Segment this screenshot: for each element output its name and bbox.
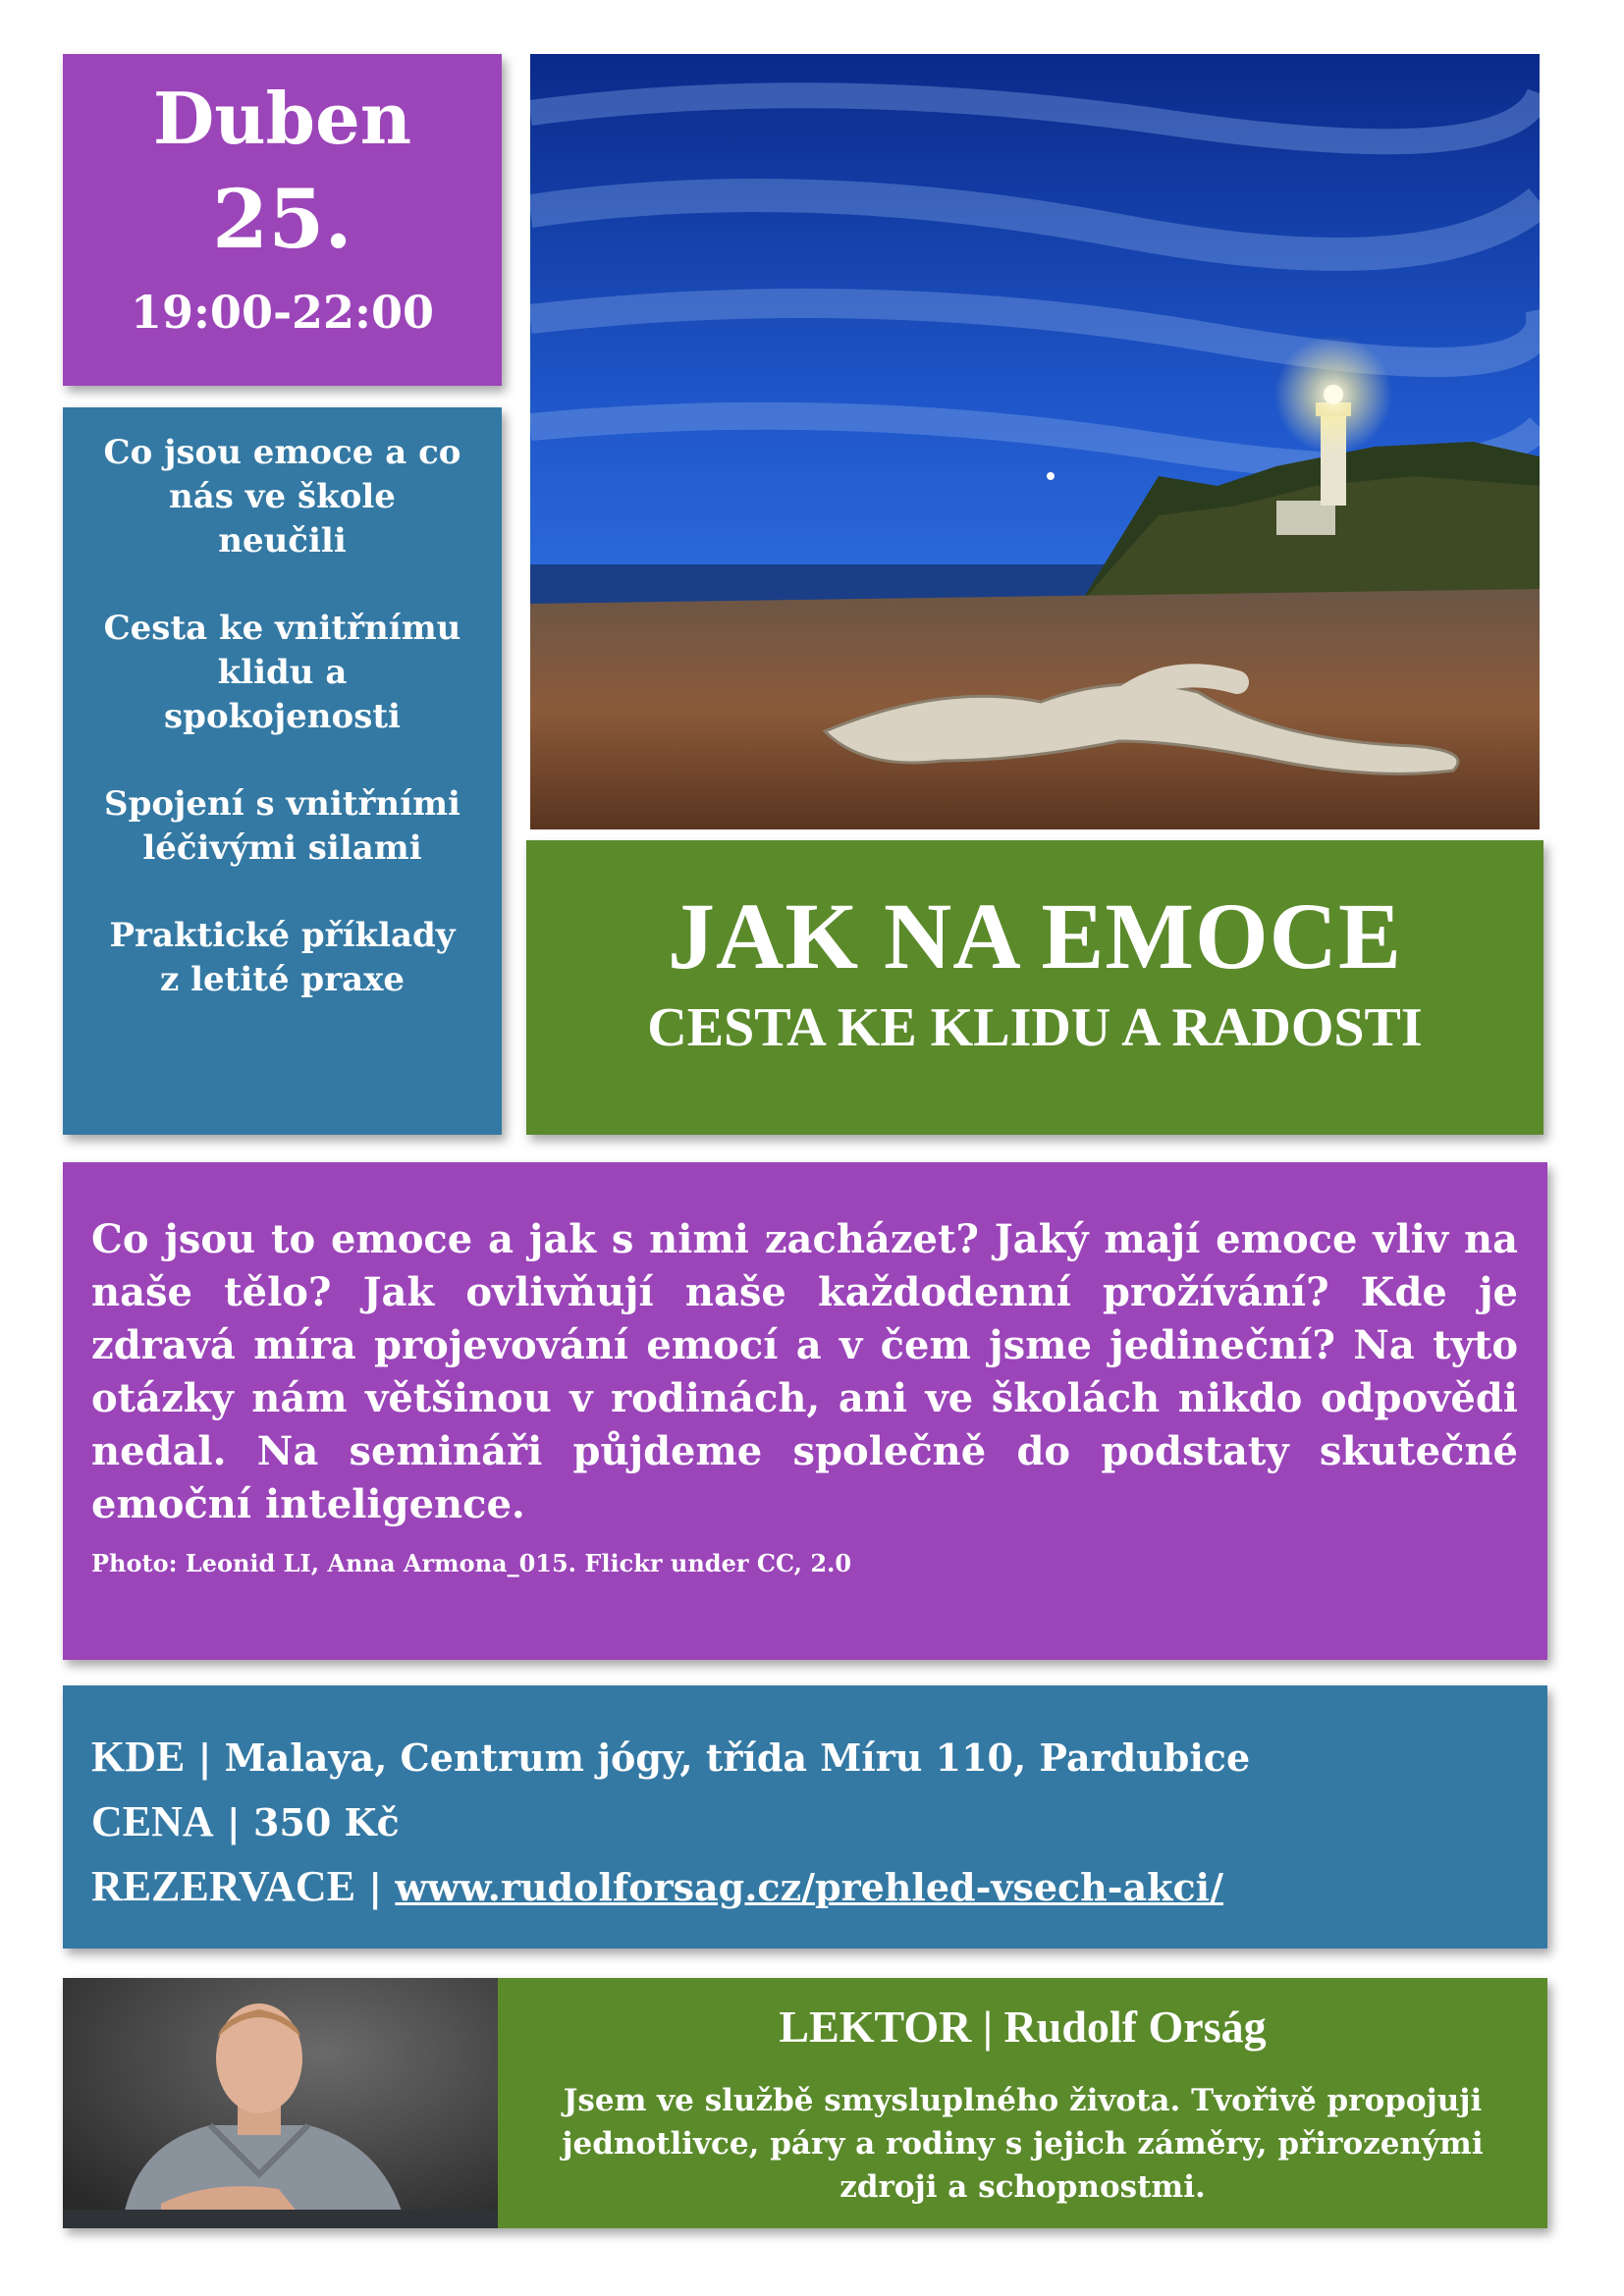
- topic-item: Spojení s vnitřními léčivými silami: [104, 784, 460, 868]
- price-value: 350 Kč: [252, 1800, 400, 1844]
- location-label: KDE: [91, 1733, 186, 1781]
- info-price: [91, 1789, 1518, 1854]
- description-box: [63, 1162, 1547, 1660]
- price-label: CENA: [91, 1797, 214, 1845]
- description-text: Co jsou to emoce a jak s nimi zacházet? Jaký mají emoce vliv na naše tělo? Jak ovlivňují naše každodenní prožívání? Kde je zdravá míra projevování emocí a v čem jsme jedineční? Na tyto otázky nám většinou v rodinách, ani ve školách nikdo odpovědi nedal. Na semináři půjdeme společně do podstaty skutečné emoční inteligence.: [91, 1216, 1518, 1527]
- topic-item: Co jsou emoce a co nás ve škole neučili: [103, 433, 461, 561]
- lektor-bio: Jsem ve službě smysluplného života. Tvořivě propojuji jednotlivce, páry a rodiny s jejich záměry, přirozenými zdroji a schopnostmi.: [562, 2083, 1484, 2206]
- date-box: [63, 54, 502, 386]
- date-month: Duben: [152, 77, 412, 160]
- reservation-label: REZERVACE: [91, 1862, 356, 1910]
- topic-item: Praktické příklady z letité praxe: [109, 916, 456, 999]
- page-title: JAK NA EMOCE: [667, 883, 1403, 988]
- reservation-link[interactable]: www.rudolforsag.cz/prehled-vsech-akci/: [395, 1865, 1223, 1909]
- title-box: [526, 840, 1543, 1135]
- separator: |: [226, 1800, 253, 1844]
- lektor-heading: LEKTOR | Rudolf Orság: [779, 2002, 1267, 2052]
- topics-box: [63, 407, 502, 1135]
- lektor-photo: [63, 1978, 498, 2228]
- separator: |: [368, 1865, 396, 1909]
- info-reservation: [91, 1854, 1518, 1919]
- location-value: Malaya, Centrum jógy, třída Míru 110, Pardubice: [224, 1735, 1251, 1780]
- info-box: [63, 1685, 1547, 1949]
- page-subtitle: CESTA KE KLIDU A RADOSTI: [647, 997, 1423, 1058]
- photo-credit: Photo: Leonid LI, Anna Armona_015. Flickr under CC, 2.0: [91, 1549, 852, 1577]
- lektor-text: [498, 1978, 1547, 2228]
- separator: |: [197, 1735, 225, 1780]
- topic-item: Cesta ke vnitřnímu klidu a spokojenosti: [103, 609, 461, 736]
- date-day: 25.: [212, 173, 352, 267]
- lighthouse-photo: [530, 54, 1540, 829]
- info-location: [91, 1725, 1518, 1789]
- date-time: 19:00-22:00: [130, 286, 435, 339]
- lektor-box: [63, 1978, 1547, 2228]
